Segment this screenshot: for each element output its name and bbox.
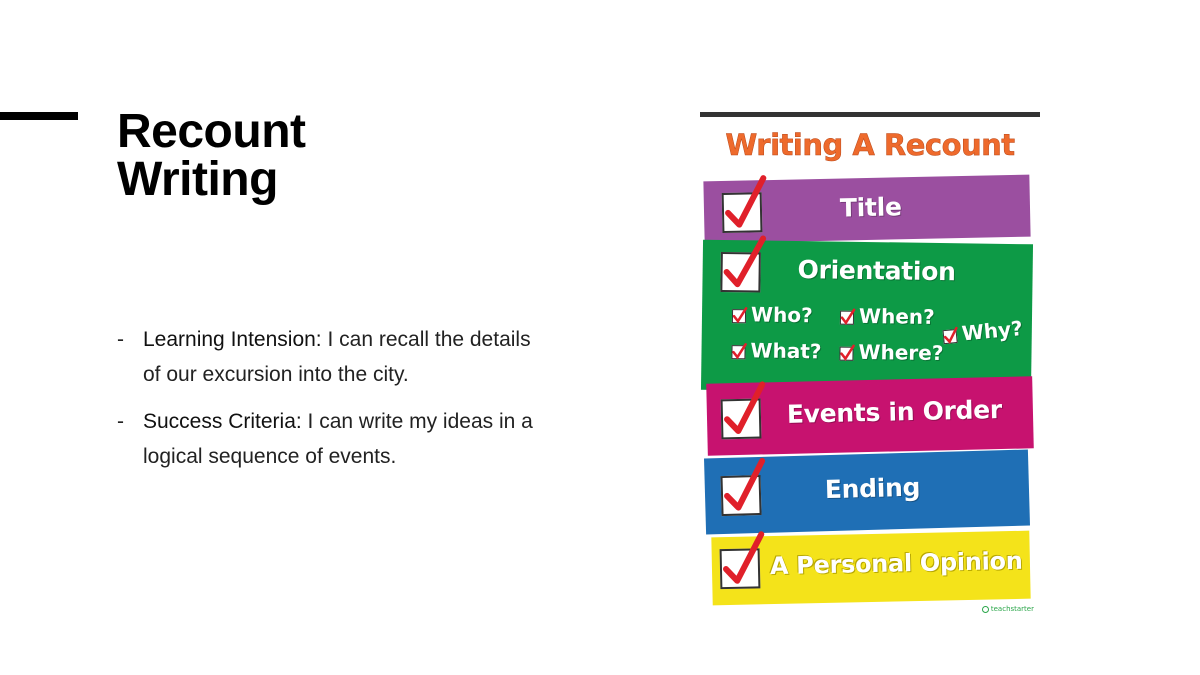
bullet-learning-intention [117,322,537,392]
section-label-title: Title [839,192,902,223]
slide-title-line-1: Recount [117,105,306,158]
poster-band-opinion [711,531,1030,606]
small-checkbox-icon [942,328,957,343]
question-what [731,338,821,363]
poster-top-bar [700,112,1040,117]
logo-icon [982,606,989,613]
teachstarter-logo [982,605,1034,613]
question-where-label: Where? [858,339,944,366]
question-who-label: Who? [750,302,813,328]
checkbox-checked-icon [720,252,761,293]
poster-band-ending [704,449,1030,534]
small-checkbox-icon [839,346,853,360]
poster-band-title [703,175,1030,244]
slide-title [117,105,306,206]
small-checkbox-icon [840,310,854,324]
bullet-list [117,322,537,486]
small-checkbox-icon [732,309,746,323]
question-why [942,316,1024,347]
section-label-ending: Ending [824,472,921,505]
slide-title-line-2: Writing [117,153,278,206]
question-when-label: When? [858,303,935,329]
poster-band-events [706,376,1034,455]
section-label-orientation: Orientation [797,255,956,287]
bullet-text: I can recall the details of our excursion into the city. [143,328,531,386]
checkbox-checked-icon [720,548,761,589]
bullet-success-criteria [117,404,537,474]
poster-band-orientation [701,240,1033,395]
poster-heading: Writing A Recount [725,128,1015,162]
bullet-text: I can write my ideas in a logical sequence of events. [143,410,533,468]
checkbox-checked-icon [721,398,762,439]
recount-poster [700,112,1040,617]
title-accent-line [0,112,78,120]
section-label-opinion: A Personal Opinion [769,546,1023,581]
question-where [839,340,943,365]
checkbox-checked-icon [720,475,761,516]
logo-text: teachstarter [990,605,1034,613]
bullet-dash: - [117,328,124,351]
question-what-label: What? [750,338,822,364]
question-when [840,304,935,329]
checkbox-checked-icon [722,192,763,233]
small-checkbox-icon [731,345,745,359]
bullet-label: Success Criteria: [143,410,302,433]
bullet-dash: - [117,410,124,433]
question-who [732,302,813,327]
section-label-events: Events in Order [786,395,1003,429]
question-why-label: Why? [960,316,1024,346]
bullet-label: Learning Intension: [143,328,322,351]
